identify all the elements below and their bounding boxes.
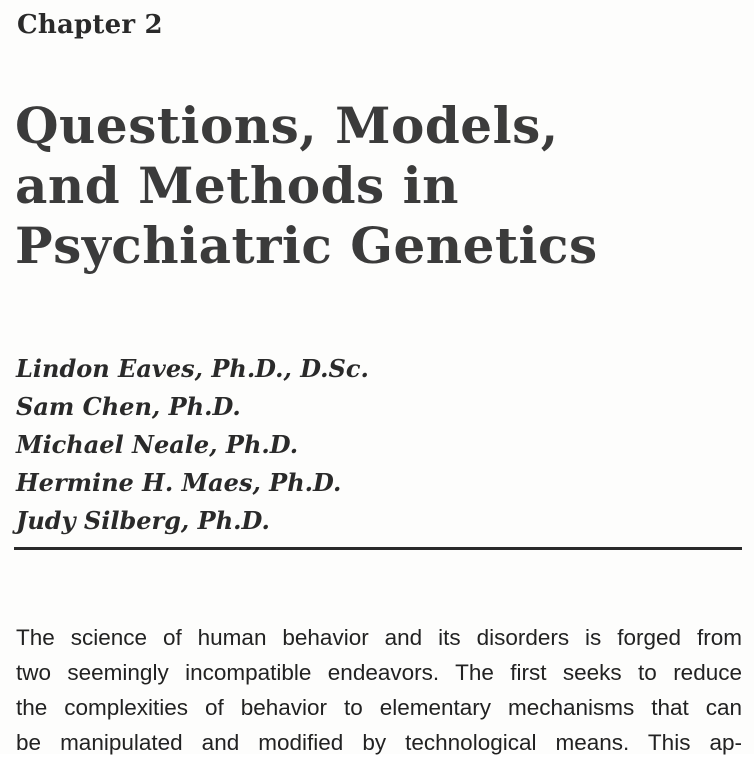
author-list [16,350,369,540]
title-line: Questions, Models, [15,96,559,155]
body-line: be manipulated and modified by technological means. This ap- [16,730,742,755]
chapter-title [15,96,598,276]
body-line: The science of human behavior and its disorders is forged from [16,625,742,650]
body-line: two seemingly incompatible endeavors. The first seeks to reduce [16,660,742,685]
author-name: Sam Chen, Ph.D. [16,392,241,421]
body-paragraph [16,620,742,760]
body-line: the complexities of behavior to elementary mechanisms that can [16,695,742,720]
title-line: Psychiatric Genetics [15,216,598,275]
author-name: Michael Neale, Ph.D. [16,430,299,459]
chapter-label: Chapter 2 [17,10,163,40]
author-name: Hermine H. Maes, Ph.D. [16,468,342,497]
section-divider [14,547,742,550]
author-name: Lindon Eaves, Ph.D., D.Sc. [16,354,369,383]
author-name: Judy Silberg, Ph.D. [16,506,270,535]
title-line: and Methods in [15,156,459,215]
